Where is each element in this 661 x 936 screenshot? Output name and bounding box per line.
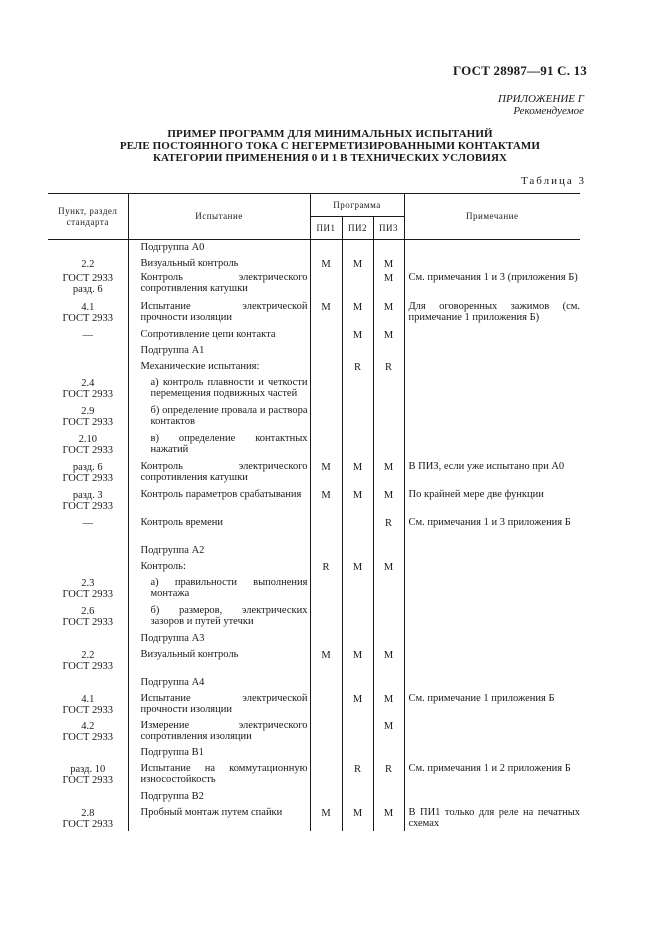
ref-cell: [48, 805, 128, 831]
header-p2: ПИ2: [342, 217, 373, 240]
program-1-cell: [310, 270, 342, 299]
program-2-cell: [342, 375, 373, 403]
table-label: Таблица 3: [520, 175, 586, 187]
program-1-cell: [310, 515, 342, 543]
test-cell-text: Контроль параметров срабатывания: [140, 488, 302, 500]
program-3-cell-text: M: [383, 461, 394, 473]
table-row: [48, 299, 580, 327]
note-cell-text: См. примечание 1 приложения Б: [408, 692, 555, 704]
ref-cell: [48, 459, 128, 487]
table-row: [48, 603, 580, 631]
program-3-cell: [373, 515, 404, 543]
program-2-cell: [342, 575, 373, 603]
ref-cell: [48, 789, 128, 805]
note-cell: [404, 403, 580, 431]
program-3-cell: [373, 718, 404, 745]
program-3-cell: [373, 575, 404, 603]
program-3-cell: [373, 403, 404, 431]
program-3-cell-text: R: [385, 361, 393, 373]
ref-cell: [48, 543, 128, 559]
program-3-cell: [373, 327, 404, 343]
subgroup-row: [48, 789, 580, 805]
note-cell: [404, 761, 580, 789]
test-cell-text: Контроль электрического сопротивления катушки: [140, 460, 308, 483]
program-2-cell: [342, 631, 373, 647]
program-2-cell-text: M: [352, 649, 363, 661]
test-cell-text: в) определение контактных нажатий: [150, 432, 308, 455]
ref-cell: [48, 559, 128, 575]
program-3-cell: [373, 805, 404, 831]
note-cell: [404, 647, 580, 675]
test-cell: [128, 675, 310, 691]
ref-cell: [48, 327, 128, 343]
table-row: [48, 718, 580, 745]
ref-cell: [48, 515, 128, 543]
subgroup-row: [48, 343, 580, 359]
program-1-cell-text: M: [321, 258, 331, 270]
program-3-cell: [373, 359, 404, 375]
test-cell-text: Контроль времени: [140, 516, 223, 528]
program-1-cell-text: M: [321, 461, 331, 473]
title-line-1: ПРИМЕР ПРОГРАММ ДЛЯ МИНИМАЛЬНЫХ ИСПЫТАНИЙ: [167, 128, 493, 140]
note-cell: [404, 559, 580, 575]
note-cell-text: См. примечания 1 и 2 приложения Б: [408, 762, 571, 774]
ref-cell-text: 2.3 ГОСТ 2933: [62, 577, 114, 600]
ref-cell: [48, 343, 128, 359]
program-2-cell: [342, 691, 373, 718]
test-cell: [128, 761, 310, 789]
title-line-2: РЕЛЕ ПОСТОЯННОГО ТОКА С НЕГЕРМЕТИЗИРОВАННЫМИ КОНТАКТАМИ: [119, 140, 541, 152]
ref-cell: [48, 270, 128, 299]
note-cell: [404, 603, 580, 631]
ref-cell-text: 2.8 ГОСТ 2933: [62, 807, 114, 830]
subgroup-row: [48, 745, 580, 761]
test-cell: [128, 543, 310, 559]
program-2-cell: [342, 403, 373, 431]
program-1-cell: [310, 745, 342, 761]
program-2-cell: [342, 647, 373, 675]
program-3-cell-text: M: [383, 649, 394, 661]
ref-cell-text: 2.2 ГОСТ 2933: [62, 649, 114, 672]
test-cell: [128, 789, 310, 805]
program-2-cell-text: M: [352, 489, 363, 501]
program-3-cell: [373, 256, 404, 270]
test-cell-text: Испытание на коммутационную износостойкость: [140, 762, 308, 785]
program-3-cell: [373, 789, 404, 805]
program-1-cell: [310, 327, 342, 343]
test-cell: [128, 431, 310, 459]
program-2-cell: [342, 543, 373, 559]
program-1-cell: [310, 256, 342, 270]
test-cell: [128, 270, 310, 299]
program-2-cell: [342, 718, 373, 745]
program-1-cell-text: M: [321, 489, 331, 501]
table-row: [48, 256, 580, 270]
program-2-cell-text: R: [353, 763, 361, 775]
note-cell: [404, 375, 580, 403]
program-3-cell-text: R: [385, 763, 393, 775]
program-1-cell: [310, 761, 342, 789]
program-3-cell-text: M: [383, 720, 394, 732]
program-3-cell-text: R: [385, 517, 393, 529]
program-3-cell-text: M: [383, 807, 394, 819]
ref-cell: [48, 240, 128, 256]
subgroup-row: [48, 240, 580, 256]
note-cell: [404, 270, 580, 299]
program-2-cell: [342, 327, 373, 343]
program-3-cell: [373, 603, 404, 631]
note-cell: [404, 431, 580, 459]
program-1-cell: [310, 375, 342, 403]
ref-cell: [48, 487, 128, 515]
note-cell-text: В ПИ1 только для реле на печатных схемах: [408, 806, 581, 829]
ref-cell-text: 2.2: [81, 258, 95, 270]
test-cell: [128, 343, 310, 359]
table-row: [48, 761, 580, 789]
header-test: Испытание: [128, 194, 310, 240]
ref-cell: [48, 675, 128, 691]
program-3-cell: [373, 543, 404, 559]
note-cell: [404, 299, 580, 327]
ref-cell-text: —: [82, 517, 93, 529]
program-1-cell: [310, 675, 342, 691]
ref-cell-text: 4.1 ГОСТ 2933: [62, 301, 114, 324]
program-1-cell-text: M: [321, 807, 331, 819]
program-2-cell: [342, 270, 373, 299]
program-3-cell-text: M: [383, 272, 394, 284]
table-body: [48, 240, 580, 831]
test-cell: [128, 375, 310, 403]
ref-cell-text: 2.9 ГОСТ 2933: [62, 405, 114, 428]
program-2-cell-text: R: [353, 361, 361, 373]
program-2-cell: [342, 240, 373, 256]
note-cell: [404, 675, 580, 691]
test-cell: [128, 745, 310, 761]
program-3-cell: [373, 240, 404, 256]
program-1-cell-text: M: [321, 301, 331, 313]
program-2-cell-text: M: [352, 329, 363, 341]
ref-cell: [48, 299, 128, 327]
note-cell-text: См. примечания 1 и 3 приложения Б: [408, 516, 571, 528]
test-cell-text: Испытание электрической прочности изоляции: [140, 692, 308, 715]
ref-cell-text: 2.6 ГОСТ 2933: [62, 605, 114, 628]
test-cell-text: Подгруппа А1: [140, 344, 205, 356]
test-cell: [128, 240, 310, 256]
test-cell: [128, 299, 310, 327]
program-2-cell: [342, 431, 373, 459]
table-row: [48, 487, 580, 515]
program-3-cell: [373, 631, 404, 647]
ref-cell-text: 4.1 ГОСТ 2933: [62, 693, 114, 716]
note-cell: [404, 487, 580, 515]
program-2-cell-text: M: [352, 258, 363, 270]
test-cell-text: Подгруппа А4: [140, 676, 205, 688]
table-row: [48, 403, 580, 431]
program-3-cell: [373, 559, 404, 575]
program-3-cell: [373, 270, 404, 299]
program-2-cell: [342, 299, 373, 327]
table-row: [48, 359, 580, 375]
program-1-cell: [310, 603, 342, 631]
test-cell-text: Контроль электрического сопротивления катушки: [140, 271, 308, 294]
test-cell-text: Визуальный контроль: [140, 257, 239, 269]
program-3-cell: [373, 431, 404, 459]
note-cell: [404, 359, 580, 375]
note-cell: [404, 631, 580, 647]
program-2-cell: [342, 359, 373, 375]
note-cell-text: См. примечания 1 и 3 (приложения Б): [408, 271, 578, 283]
appendix-label: [498, 93, 584, 117]
program-3-cell-text: M: [383, 693, 394, 705]
test-cell: [128, 359, 310, 375]
page-header: ГОСТ 28987—91 С. 13: [453, 63, 587, 78]
test-cell-text: а) правильности выполнения монтажа: [150, 576, 308, 599]
note-cell: [404, 256, 580, 270]
program-1-cell: [310, 718, 342, 745]
appendix-name: ПРИЛОЖЕНИЕ Г: [498, 93, 584, 105]
ref-cell-text: 4.2 ГОСТ 2933: [62, 720, 114, 743]
test-cell: [128, 403, 310, 431]
program-3-cell-text: M: [383, 561, 394, 573]
test-cell: [128, 718, 310, 745]
ref-cell-text: разд. 6 ГОСТ 2933: [62, 461, 114, 484]
table-row: [48, 270, 580, 299]
test-cell: [128, 256, 310, 270]
note-cell: [404, 240, 580, 256]
ref-cell-text: 2.4 ГОСТ 2933: [62, 377, 114, 400]
test-cell-text: Измерение электрического сопротивления изоляции: [140, 719, 308, 742]
ref-cell: [48, 745, 128, 761]
ref-cell-text: 2.10 ГОСТ 2933: [62, 433, 114, 456]
program-3-cell: [373, 459, 404, 487]
program-2-cell: [342, 603, 373, 631]
program-2-cell: [342, 805, 373, 831]
program-3-cell: [373, 375, 404, 403]
ref-cell: [48, 359, 128, 375]
ref-cell: [48, 575, 128, 603]
table-row: [48, 459, 580, 487]
program-1-cell: [310, 403, 342, 431]
test-cell: [128, 805, 310, 831]
header-ref: Пункт, раздел стандарта: [58, 205, 118, 227]
ref-cell: [48, 431, 128, 459]
title-line-3: КАТЕГОРИИ ПРИМЕНЕНИЯ 0 И 1 В ТЕХНИЧЕСКИХ УСЛОВИЯХ: [152, 152, 508, 164]
note-cell-text: По крайней мере две функции: [408, 488, 544, 500]
program-2-cell: [342, 515, 373, 543]
program-1-cell: [310, 459, 342, 487]
ref-cell-text: ГОСТ 2933 разд. 6: [62, 272, 114, 295]
program-1-cell: [310, 543, 342, 559]
program-1-cell: [310, 575, 342, 603]
note-cell: [404, 789, 580, 805]
test-cell-text: Подгруппа В1: [140, 746, 204, 758]
test-cell-text: Подгруппа А3: [140, 632, 205, 644]
program-1-cell: [310, 631, 342, 647]
test-cell-text: Сопротивление цепи контакта: [140, 328, 276, 340]
program-2-cell-text: M: [352, 807, 363, 819]
table-row: [48, 327, 580, 343]
ref-cell: [48, 256, 128, 270]
program-3-cell: [373, 691, 404, 718]
ref-cell: [48, 691, 128, 718]
table-row: [48, 691, 580, 718]
ref-cell: [48, 403, 128, 431]
test-cell: [128, 603, 310, 631]
test-cell-text: Контроль:: [140, 560, 186, 572]
test-cell: [128, 515, 310, 543]
test-cell-text: б) размеров, электрических зазоров и путей утечки: [150, 604, 308, 627]
program-3-cell: [373, 343, 404, 359]
program-1-cell: [310, 299, 342, 327]
program-1-cell: [310, 487, 342, 515]
program-2-cell: [342, 459, 373, 487]
test-cell: [128, 459, 310, 487]
program-2-cell: [342, 343, 373, 359]
note-cell: [404, 343, 580, 359]
test-cell: [128, 327, 310, 343]
program-3-cell-text: M: [383, 489, 394, 501]
program-2-cell-text: M: [352, 301, 363, 313]
subgroup-row: [48, 675, 580, 691]
program-3-cell: [373, 299, 404, 327]
ref-cell: [48, 631, 128, 647]
ref-cell-text: разд. 3 ГОСТ 2933: [62, 489, 114, 512]
test-cell: [128, 647, 310, 675]
program-1-cell: [310, 240, 342, 256]
test-cell-text: Подгруппа А0: [140, 242, 205, 253]
program-2-cell: [342, 559, 373, 575]
test-cell-text: Пробный монтаж путем спайки: [140, 806, 283, 818]
test-cell-text: а) контроль плавности и четкости перемещения подвижных частей: [150, 376, 308, 399]
test-cell: [128, 575, 310, 603]
test-cell: [128, 631, 310, 647]
ref-cell: [48, 603, 128, 631]
ref-cell: [48, 647, 128, 675]
test-cell-text: Визуальный контроль: [140, 648, 239, 660]
test-cell: [128, 559, 310, 575]
program-2-cell-text: M: [352, 561, 363, 573]
table-row: [48, 575, 580, 603]
header-program: Программа: [310, 194, 404, 217]
program-1-cell: [310, 343, 342, 359]
program-3-cell: [373, 487, 404, 515]
table-row: [48, 805, 580, 831]
ref-cell-text: разд. 10 ГОСТ 2933: [62, 763, 114, 786]
note-cell: [404, 718, 580, 745]
program-2-cell-text: M: [352, 461, 363, 473]
program-3-cell-text: M: [383, 329, 394, 341]
test-cell-text: Механические испытания:: [140, 360, 260, 372]
ref-cell-text: —: [82, 329, 93, 341]
test-cell-text: Подгруппа А2: [140, 544, 205, 556]
note-cell: [404, 691, 580, 718]
program-3-cell: [373, 675, 404, 691]
program-3-cell-text: M: [383, 258, 394, 270]
note-cell-text: В ПИЗ, если уже испытано при А0: [408, 460, 565, 472]
program-2-cell: [342, 675, 373, 691]
test-cell-text: Подгруппа В2: [140, 790, 204, 802]
program-1-cell: [310, 789, 342, 805]
test-cell-text: б) определение провала и раствора контактов: [150, 404, 308, 427]
program-2-cell: [342, 487, 373, 515]
program-1-cell: [310, 691, 342, 718]
program-1-cell: [310, 359, 342, 375]
program-2-cell: [342, 789, 373, 805]
program-2-cell: [342, 256, 373, 270]
subgroup-row: [48, 631, 580, 647]
note-cell: [404, 459, 580, 487]
program-2-cell: [342, 745, 373, 761]
program-1-cell-text: M: [321, 649, 331, 661]
header-p1: ПИ1: [310, 217, 342, 240]
program-1-cell: [310, 647, 342, 675]
table-row: [48, 515, 580, 543]
note-cell: [404, 543, 580, 559]
program-3-cell: [373, 745, 404, 761]
appendix-status: Рекомендуемое: [513, 105, 584, 117]
table-row: [48, 431, 580, 459]
note-cell: [404, 327, 580, 343]
program-1-cell-text: R: [322, 561, 330, 573]
test-program-table: [48, 193, 580, 831]
program-3-cell: [373, 761, 404, 789]
program-2-cell-text: M: [352, 693, 363, 705]
program-1-cell: [310, 805, 342, 831]
note-cell: [404, 515, 580, 543]
test-cell-text: Испытание электрической прочности изоляции: [140, 300, 308, 323]
table-row: [48, 559, 580, 575]
table-row: [48, 375, 580, 403]
ref-cell: [48, 375, 128, 403]
note-cell: [404, 805, 580, 831]
test-cell: [128, 487, 310, 515]
note-cell: [404, 575, 580, 603]
header-note: Примечание: [404, 194, 580, 240]
table-row: [48, 647, 580, 675]
test-cell: [128, 691, 310, 718]
header-p3: ПИ3: [373, 217, 404, 240]
program-2-cell: [342, 761, 373, 789]
document-title: [80, 128, 580, 164]
ref-cell: [48, 761, 128, 789]
program-3-cell-text: M: [383, 301, 394, 313]
ref-cell: [48, 718, 128, 745]
program-3-cell: [373, 647, 404, 675]
program-1-cell: [310, 559, 342, 575]
program-1-cell: [310, 431, 342, 459]
note-cell-text: Для оговоренных зажимов (см. примечание 1 приложения Б): [408, 300, 581, 323]
subgroup-row: [48, 543, 580, 559]
note-cell: [404, 745, 580, 761]
